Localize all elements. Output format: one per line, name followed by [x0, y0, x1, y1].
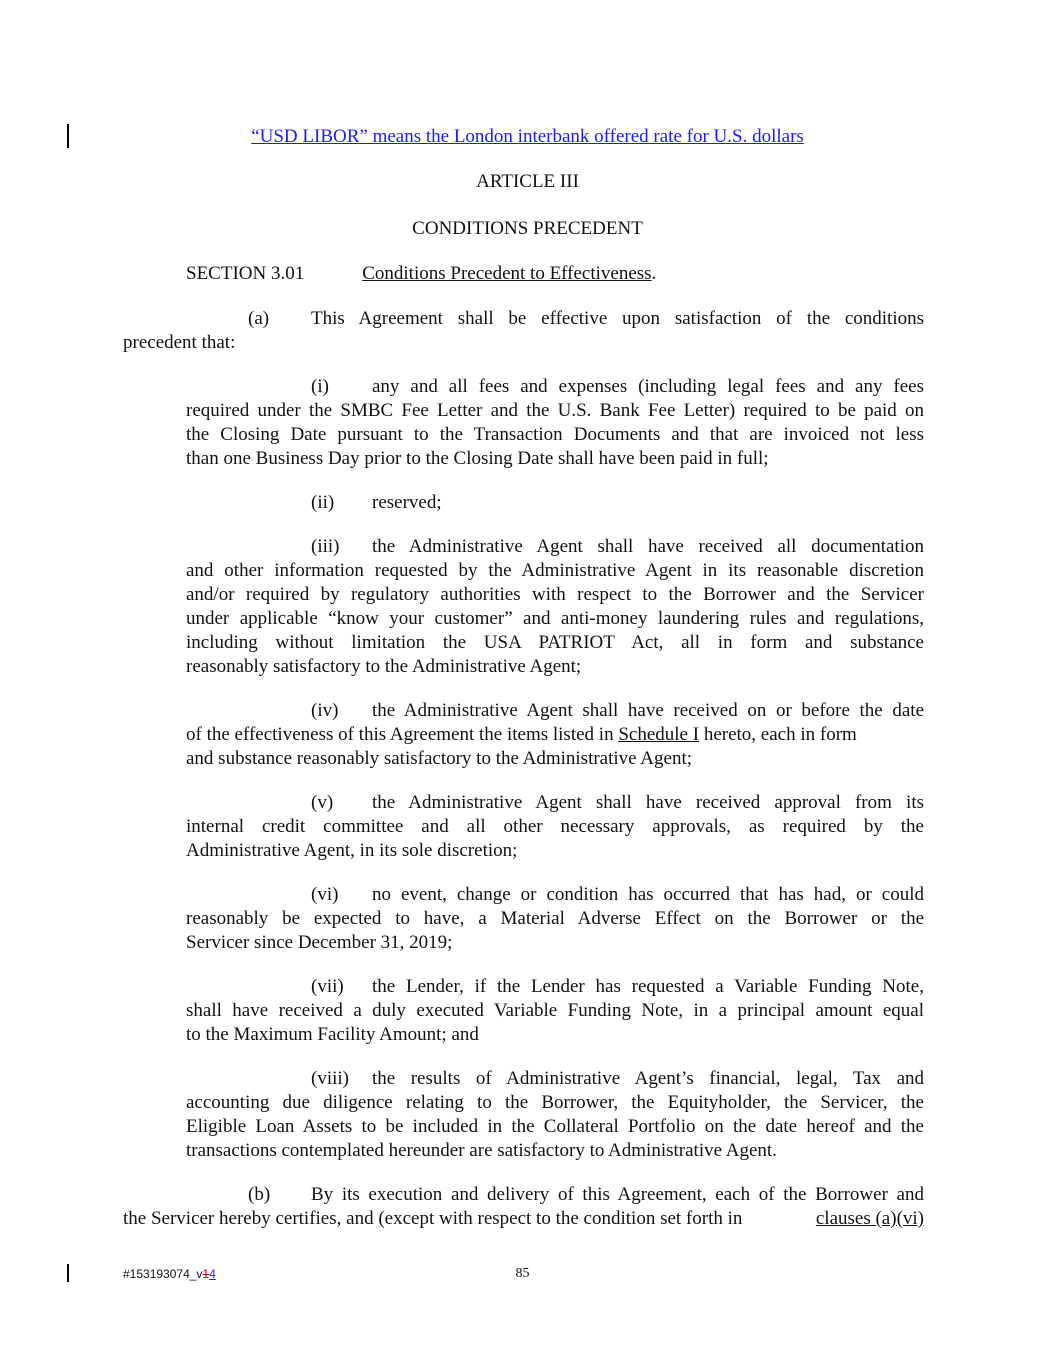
- clause-iv-line2-pre: of the effectiveness of this Agreement the items listed in: [186, 724, 619, 745]
- clause-viii-line3: Eligible Loan Assets to be included in the Collateral Portfolio on the date hereof and the: [186, 1116, 924, 1137]
- para-b-label: (b): [248, 1184, 271, 1205]
- clause-iii-line2: and other information requested by the Administrative Agent in its reasonable discretion: [186, 560, 924, 581]
- clause-vii-label: (vii): [311, 976, 344, 997]
- clause-i-line1: any and all fees and expenses (including legal fees and any fees: [372, 376, 924, 397]
- clause-iv-line3: and substance reasonably satisfactory to the Administrative Agent;: [186, 748, 693, 769]
- clause-i-label: (i): [311, 376, 329, 397]
- clause-v-line1: the Administrative Agent shall have received approval from its: [372, 792, 924, 813]
- section-heading: [186, 262, 656, 286]
- clause-vi-line2: reasonably be expected to have, a Material Adverse Effect on the Borrower or the: [186, 908, 924, 929]
- clause-vi-line3: Servicer since December 31, 2019;: [186, 932, 453, 953]
- definition-line: [0, 125, 1055, 149]
- clause-ii-line1: reserved;: [372, 492, 442, 513]
- clause-viii-line2: accounting due diligence relating to the Borrower, the Equityholder, the Servicer, the: [186, 1092, 924, 1113]
- clause-vi-label: (vi): [311, 884, 339, 905]
- clause-vi-line1: no event, change or condition has occurred that has had, or could: [372, 884, 924, 905]
- page-number: 85: [515, 1266, 530, 1281]
- section-title-period: .: [651, 263, 657, 284]
- clause-iii-line1: the Administrative Agent shall have received all documentation: [372, 536, 924, 557]
- clause-i-line4: than one Business Day prior to the Closing Date shall have been paid in full;: [186, 448, 769, 469]
- clause-iii-line3: and/or required by regulatory authorities with respect to the Borrower and the Servicer: [186, 584, 924, 605]
- clause-v-line3: Administrative Agent, in its sole discretion;: [186, 840, 518, 861]
- document-version-deleted: 1: [202, 1267, 210, 1281]
- clause-iii-line6: reasonably satisfactory to the Administrative Agent;: [186, 656, 582, 677]
- clause-vii-line3: to the Maximum Facility Amount; and: [186, 1024, 479, 1045]
- clause-iii-line5: including without limitation the USA PATRIOT Act, all in form and substance: [186, 632, 924, 653]
- schedule-i-reference: Schedule I: [618, 724, 700, 745]
- para-b-line2-text: the Servicer hereby certifies, and (except with respect to the condition set forth in: [123, 1208, 748, 1229]
- para-a-line1: This Agreement shall be effective upon satisfaction of the conditions: [311, 308, 924, 329]
- clause-iv-label: (iv): [311, 700, 339, 721]
- clause-i-line3: the Closing Date pursuant to the Transaction Documents and that are invoiced not less: [186, 424, 924, 445]
- clause-viii-label: (viii): [311, 1068, 349, 1089]
- clause-v-label: (v): [311, 792, 334, 813]
- article-number: ARTICLE III: [476, 171, 579, 192]
- clause-vii-line2: shall have received a duly executed Variable Funding Note, in a principal amount equal: [186, 1000, 924, 1021]
- usd-libor-definition: “USD LIBOR” means the London interbank offered rate for U.S. dollars: [251, 126, 804, 147]
- clause-viii-line4: transactions contemplated hereunder are satisfactory to Administrative Agent.: [186, 1140, 777, 1161]
- para-b-line1: By its execution and delivery of this Agreement, each of the Borrower and: [311, 1184, 924, 1205]
- clause-viii-line1: the results of Administrative Agent’s financial, legal, Tax and: [372, 1068, 924, 1089]
- document-version-inserted: 4: [209, 1267, 216, 1281]
- clause-iv-line2: [186, 723, 857, 747]
- para-b-line2: [123, 1207, 924, 1231]
- clause-iii-line4: under applicable “know your customer” and anti-money laundering rules and regulations,: [186, 608, 924, 629]
- section-number: SECTION 3.01: [186, 263, 305, 284]
- clause-i-line2: required under the SMBC Fee Letter and the U.S. Bank Fee Letter) required to be paid on: [186, 400, 924, 421]
- clause-iv-line1: the Administrative Agent shall have received on or before the date: [372, 700, 924, 721]
- section-title: Conditions Precedent to Effectiveness: [362, 263, 652, 284]
- clause-v-line2: internal credit committee and all other necessary approvals, as required by the: [186, 816, 924, 837]
- clauses-a-vi-reference: clauses (a)(vi): [815, 1208, 924, 1229]
- clause-vii-line1: the Lender, if the Lender has requested a Variable Funding Note,: [372, 976, 924, 997]
- clause-iii-label: (iii): [311, 536, 340, 557]
- para-a-label: (a): [248, 308, 270, 329]
- clause-ii-label: (ii): [311, 492, 335, 513]
- document-id-prefix: #153193074_v: [123, 1267, 203, 1281]
- para-a-line2: precedent that:: [123, 332, 236, 353]
- clause-iv-line2-post: hereto, each in form: [699, 724, 857, 745]
- article-title: CONDITIONS PRECEDENT: [412, 218, 643, 239]
